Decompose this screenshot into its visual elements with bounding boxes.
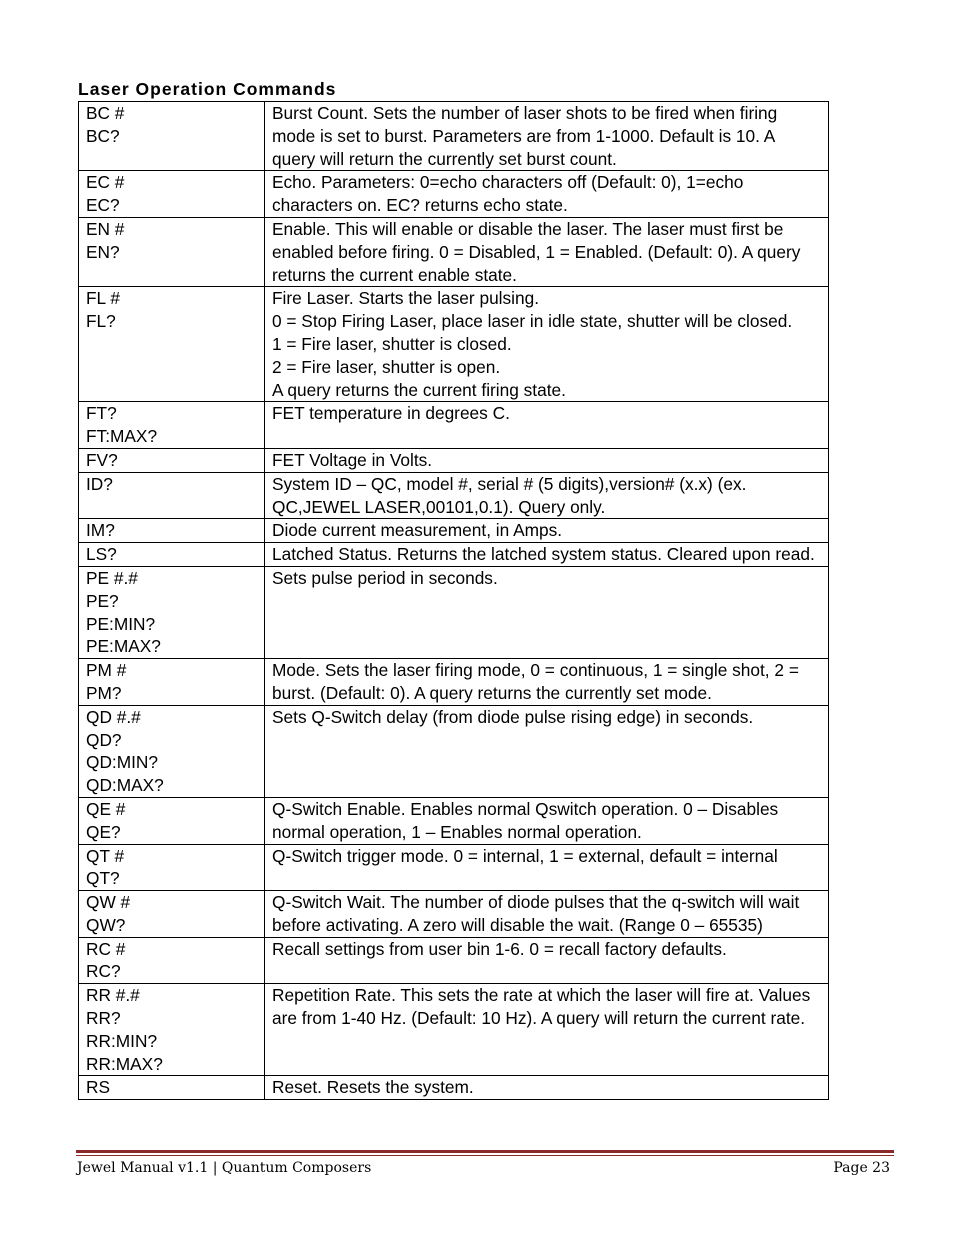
table-row bbox=[79, 705, 829, 797]
table-row bbox=[79, 217, 829, 286]
description-cell: Echo. Parameters: 0=echo characters off (Default: 0), 1=echo characters on. EC? returns echo state. bbox=[265, 171, 829, 218]
table-row bbox=[79, 402, 829, 449]
section-title: Laser Operation Commands bbox=[78, 79, 337, 99]
description-cell: Sets pulse period in seconds. bbox=[265, 566, 829, 658]
command-cell: LS? bbox=[79, 543, 265, 567]
command-cell: BC # BC? bbox=[79, 102, 265, 171]
command-cell: PM # PM? bbox=[79, 659, 265, 706]
description-cell: System ID – QC, model #, serial # (5 digits),version# (x.x) (ex. QC,JEWEL LASER,00101,0.1). Query only. bbox=[265, 472, 829, 519]
description-cell: Latched Status. Returns the latched system status. Cleared upon read. bbox=[265, 543, 829, 567]
command-cell: RC # RC? bbox=[79, 937, 265, 984]
page-number: Page 23 bbox=[833, 1160, 890, 1176]
command-cell: FL # FL? bbox=[79, 287, 265, 402]
description-cell: Q-Switch Wait. The number of diode pulses that the q-switch will wait before activating. A zero will disable the wait. (Range 0 – 65535) bbox=[265, 891, 829, 938]
command-cell: IM? bbox=[79, 519, 265, 543]
command-cell: QE # QE? bbox=[79, 797, 265, 844]
description-cell: Reset. Resets the system. bbox=[265, 1076, 829, 1100]
table-row bbox=[79, 171, 829, 218]
table-row bbox=[79, 543, 829, 567]
table-row bbox=[79, 844, 829, 891]
commands-table bbox=[78, 101, 829, 1100]
table-row bbox=[79, 102, 829, 171]
command-cell: EC # EC? bbox=[79, 171, 265, 218]
table-row bbox=[79, 797, 829, 844]
description-cell: Burst Count. Sets the number of laser shots to be fired when firing mode is set to burst. Parameters are from 1-1000. Default is 10. A query will return the currently set burst count. bbox=[265, 102, 829, 171]
command-cell: QT # QT? bbox=[79, 844, 265, 891]
footer-divider-thin bbox=[76, 1155, 894, 1156]
description-cell: Q-Switch Enable. Enables normal Qswitch operation. 0 – Disables normal operation, 1 – Enables normal operation. bbox=[265, 797, 829, 844]
command-cell: QW # QW? bbox=[79, 891, 265, 938]
table-row bbox=[79, 566, 829, 658]
description-cell: Enable. This will enable or disable the laser. The laser must first be enabled before firing. 0 = Disabled, 1 = Enabled. (Default: 0). A query returns the current enable state. bbox=[265, 217, 829, 286]
table-row bbox=[79, 1076, 829, 1100]
command-cell: EN # EN? bbox=[79, 217, 265, 286]
table-row bbox=[79, 984, 829, 1076]
table-row bbox=[79, 659, 829, 706]
table-row bbox=[79, 891, 829, 938]
description-cell: Q-Switch trigger mode. 0 = internal, 1 = external, default = internal bbox=[265, 844, 829, 891]
table-row bbox=[79, 937, 829, 984]
table-row bbox=[79, 472, 829, 519]
table-row bbox=[79, 519, 829, 543]
table-row bbox=[79, 287, 829, 402]
description-cell: Diode current measurement, in Amps. bbox=[265, 519, 829, 543]
command-cell: RS bbox=[79, 1076, 265, 1100]
description-cell: Fire Laser. Starts the laser pulsing. 0 = Stop Firing Laser, place laser in idle state, shutter will be closed. 1 = Fire laser, shutter is closed. 2 = Fire laser, shutter is open. A query returns the current firing state. bbox=[265, 287, 829, 402]
command-cell: FV? bbox=[79, 448, 265, 472]
command-cell: QD #.# QD? QD:MIN? QD:MAX? bbox=[79, 705, 265, 797]
description-cell: FET Voltage in Volts. bbox=[265, 448, 829, 472]
command-cell: FT? FT:MAX? bbox=[79, 402, 265, 449]
footer-divider bbox=[76, 1150, 894, 1153]
table-row bbox=[79, 448, 829, 472]
command-cell: ID? bbox=[79, 472, 265, 519]
description-cell: Repetition Rate. This sets the rate at which the laser will fire at. Values are from 1-40 Hz. (Default: 10 Hz). A query will return the current rate. bbox=[265, 984, 829, 1076]
description-cell: Mode. Sets the laser firing mode, 0 = continuous, 1 = single shot, 2 = burst. (Default: 0). A query returns the currently set mode. bbox=[265, 659, 829, 706]
description-cell: FET temperature in degrees C. bbox=[265, 402, 829, 449]
description-cell: Sets Q-Switch delay (from diode pulse rising edge) in seconds. bbox=[265, 705, 829, 797]
command-cell: PE #.# PE? PE:MIN? PE:MAX? bbox=[79, 566, 265, 658]
description-cell: Recall settings from user bin 1-6. 0 = recall factory defaults. bbox=[265, 937, 829, 984]
footer-document-title: Jewel Manual v1.1 | Quantum Composers bbox=[77, 1160, 372, 1176]
command-cell: RR #.# RR? RR:MIN? RR:MAX? bbox=[79, 984, 265, 1076]
